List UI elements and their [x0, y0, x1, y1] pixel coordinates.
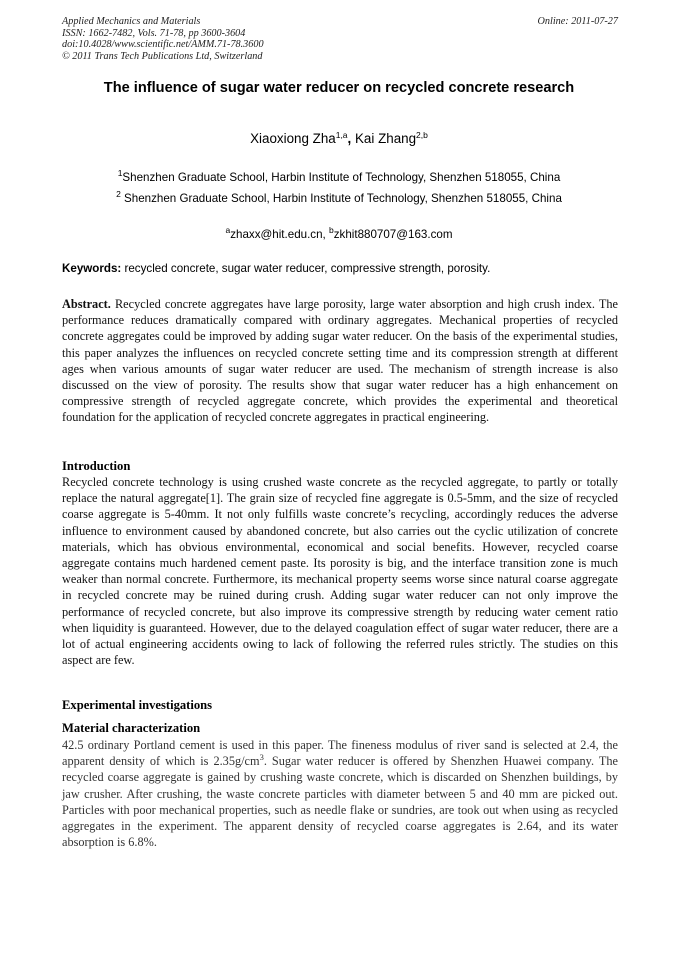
affiliation-2	[0, 189, 678, 205]
abstract-label: Abstract.	[62, 297, 111, 311]
author-affiliation-mark: 1,a	[335, 130, 348, 140]
email-link[interactable]: zkhit880707@163.com	[333, 228, 453, 241]
abstract	[62, 296, 618, 426]
material-text-part2: . Sugar water reducer is offered by Shenzhen Huawei company. The recycled coarse aggregate is gained by crushing waste concrete, which is discarded on Shenzhen buildings, by jaw crusher. After crushing, the waste concrete particles with diameter between 5 and 40 mm are picked out. Particles with poor mechanical properties, such as needle flake or sundries, are took out when using as recycled aggregates in the experiment. The apparent density of recycled coarse aggregates is 2.64, and its water absorption is 6.8%.	[62, 754, 619, 850]
keywords-text: recycled concrete, sugar water reducer, compressive strength, porosity.	[121, 262, 491, 275]
online-date: Online: 2011-07-27	[537, 16, 618, 27]
journal-header	[62, 16, 618, 62]
affiliation-mark: 1	[117, 168, 123, 178]
doi-line: doi:10.4028/www.scientific.net/AMM.71-78.3600	[62, 39, 264, 51]
author-name: Xiaoxiong Zha	[250, 131, 336, 146]
email-mark: a	[225, 225, 231, 235]
author-line	[0, 131, 678, 146]
keywords-label: Keywords:	[62, 262, 122, 275]
issn-line: ISSN: 1662-7482, Vols. 71-78, pp 3600-3604	[62, 27, 246, 39]
subsection-heading-material: Material characterization	[62, 721, 201, 735]
keywords	[62, 262, 618, 275]
affiliation-text: Shenzhen Graduate School, Harbin Institute of Technology, Shenzhen 518055, China	[120, 192, 562, 205]
author-separator: ,	[347, 131, 355, 146]
unit-exponent: 3	[259, 752, 264, 763]
affiliation-mark: 2	[116, 189, 121, 199]
introduction-paragraph: Recycled concrete technology is using crushed waste concrete as the recycled aggregate, to partly or totally replace the natural aggregate[1]. The grain size of recycled fine aggregate is 0.5-5mm, and the size of recycled coarse aggregate is 5-40mm. It not only fulfills waste concrete’s recycling, accordingly reduces the adverse influence to environment caused by abandoned concrete, but also carries out the cyclic utilization of concrete materials, which has obvious environmental, economical and social benefits. However, recycled coarse aggregate contains much hardened cement paste. Its porosity is big, and the interface transition zone is much weaker than normal concrete. Furthermore, its mechanical property seems worse since natural coarse aggregate in recycled concrete may be ruined during crush. Adding sugar water reducer can not only improve the performance of recycled concrete, but also improve its compressive strength by reducing water cement ratio when liquidity is guaranteed. However, due to the delayed coagulation effect of sugar water reducer, there are a lot of actual engineering accidents owing to lack of following the referred rules strictly. The studies on this aspect are few.	[62, 475, 618, 668]
affiliation-1	[0, 168, 678, 184]
author-name: Kai Zhang	[355, 131, 417, 146]
section-heading-introduction: Introduction	[62, 459, 131, 473]
author-affiliation-mark: 2,b	[416, 130, 428, 140]
section-heading-experimental: Experimental investigations	[62, 698, 213, 712]
email-mark: b	[329, 225, 334, 235]
abstract-text: Recycled concrete aggregates have large porosity, large water absorption and high crush index. The performance reduces dramatically compared with ordinary aggregates. Mechanical properties of recycled concrete aggregates could be improved by adding sugar water reducer. On the basis of the experimental studies, this paper analyzes the influences on recycled concrete setting time and its compression strength at different ages when various amounts of sugar water reducer are used. The mechanism of strength increase is also discussed on the view of porosity. The results show that sugar water reducer has a high enhancement on compressive strength of recycled aggregate concrete, which provides the experimental and theoretical foundation for the application of recycled concrete aggregates in practical engineering.	[62, 297, 618, 425]
author-emails	[0, 225, 678, 241]
journal-name: Applied Mechanics and Materials	[62, 16, 201, 27]
material-text-part1: 42.5 ordinary Portland cement is used in this paper. The fineness modulus of river sand is selected at 2.4, the apparent density of which is 2.35g/cm	[62, 738, 618, 769]
affiliation-text: Shenzhen Graduate School, Harbin Institute of Technology, Shenzhen 518055, China	[122, 171, 561, 184]
email-link[interactable]: zhaxx@hit.edu.cn,	[230, 228, 329, 241]
copyright-line: © 2011 Trans Tech Publications Ltd, Switzerland	[62, 50, 263, 62]
paper-title: The influence of sugar water reducer on recycled concrete research	[103, 80, 575, 96]
material-paragraph	[62, 737, 618, 850]
